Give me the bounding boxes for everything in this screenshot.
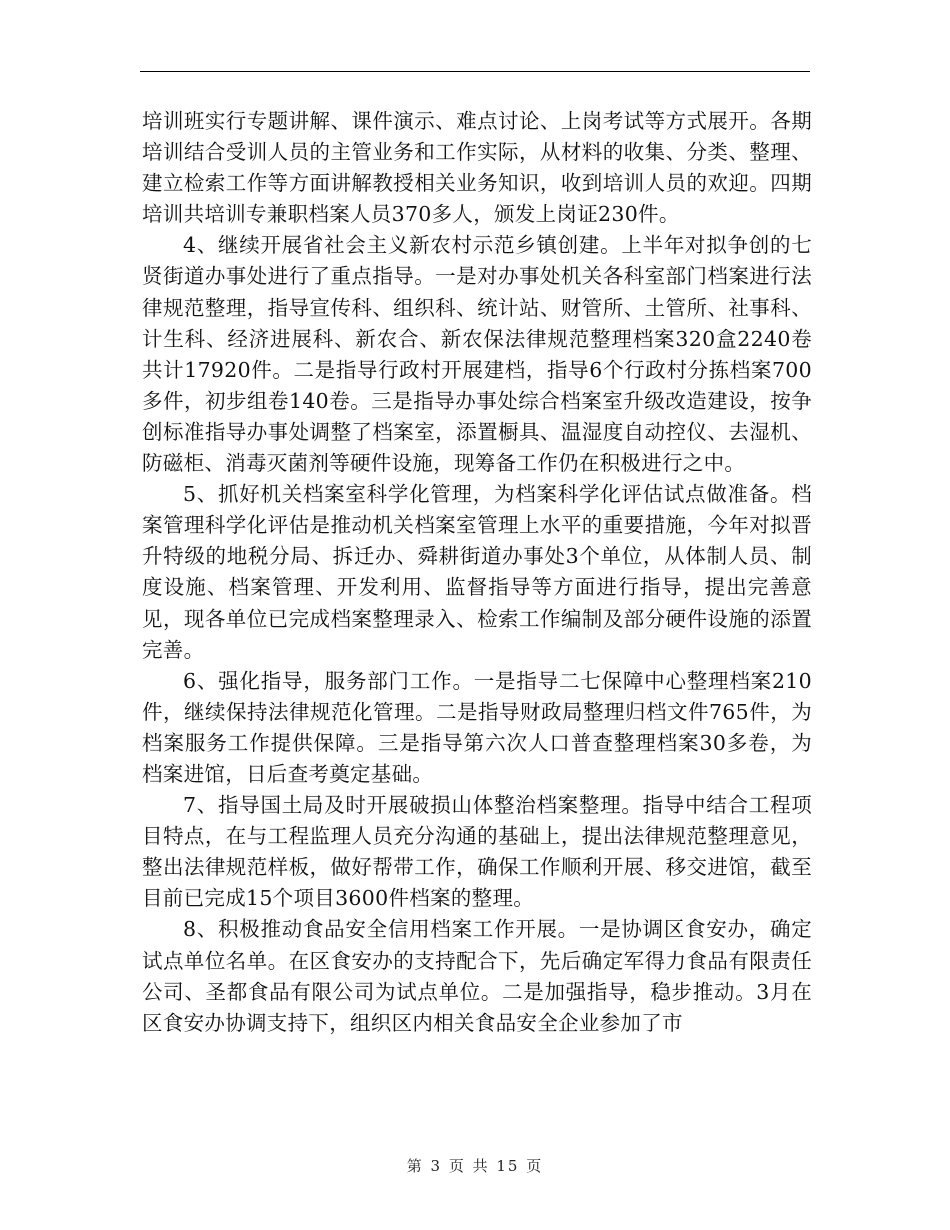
document-body bbox=[142, 106, 812, 1039]
paragraph-item-7: 7、指导国土局及时开展破损山体整治档案整理。指导中结合工程项目特点，在与工程监理人员充分沟通的基础上，提出法律规范整理意见，整出法律规范样板，做好帮带工作，确保工作顺利开展、移交进馆，截至目前已完成15个项目3600件档案的整理。 bbox=[142, 793, 812, 911]
page-number-footer: 第 3 页 共 15 页 bbox=[406, 1157, 544, 1175]
paragraph-item-5: 5、抓好机关档案室科学化管理，为档案科学化评估试点做准备。档案管理科学化评估是推动机关档案室管理上水平的重要措施，今年对拟晋升特级的地税分局、拆迁办、舜耕街道办事处3个单位，从体制人员、制度设施、档案管理、开发利用、监督指导等方面进行指导，提出完善意见，现各单位已完成档案整理录入、检索工作编制及部分硬件设施的添置完善。 bbox=[142, 482, 812, 662]
paragraph-item-8: 8、积极推动食品安全信用档案工作开展。一是协调区食安办，确定试点单位名单。在区食安办的支持配合下，先后确定军得力食品有限责任公司、圣都食品有限公司为试点单位。二是加强指导，稳步推动。3月在区食安办协调支持下，组织区内相关食品安全企业参加了市 bbox=[142, 917, 812, 1035]
paragraph-item-6: 6、强化指导，服务部门工作。一是指导二七保障中心整理档案210件，继续保持法律规范化管理。二是指导财政局整理归档文件765件，为档案服务工作提供保障。三是指导第六次人口普查整理档案30多卷，为档案进馆，日后查考奠定基础。 bbox=[142, 668, 812, 786]
paragraph-item-4: 4、继续开展省社会主义新农村示范乡镇创建。上半年对拟争创的七贤街道办事处进行了重点指导。一是对办事处机关各科室部门档案进行法律规范整理，指导宣传科、组织科、统计站、财管所、土管所、社事科、计生科、经济进展科、新农合、新农保法律规范整理档案320盒2240卷共计17920件。二是指导行政村开展建档，指导6个行政村分拣档案700多件，初步组卷140卷。三是指导办事处综合档案室升级改造建设，按争创标准指导办事处调整了档案室，添置橱具、温湿度自动控仪、去湿机、防磁柜、消毒灭菌剂等硬件设施，现筹备工作仍在积极进行之中。 bbox=[142, 233, 812, 476]
paragraph-training: 培训班实行专题讲解、课件演示、难点讨论、上岗考试等方式展开。各期培训结合受训人员的主管业务和工作实际，从材料的收集、分类、整理、建立检索工作等方面讲解教授相关业务知识，收到培训人员的欢迎。四期培训共培训专兼职档案人员370多人，颁发上岗证230件。 bbox=[142, 109, 812, 227]
header-rule bbox=[140, 71, 810, 72]
